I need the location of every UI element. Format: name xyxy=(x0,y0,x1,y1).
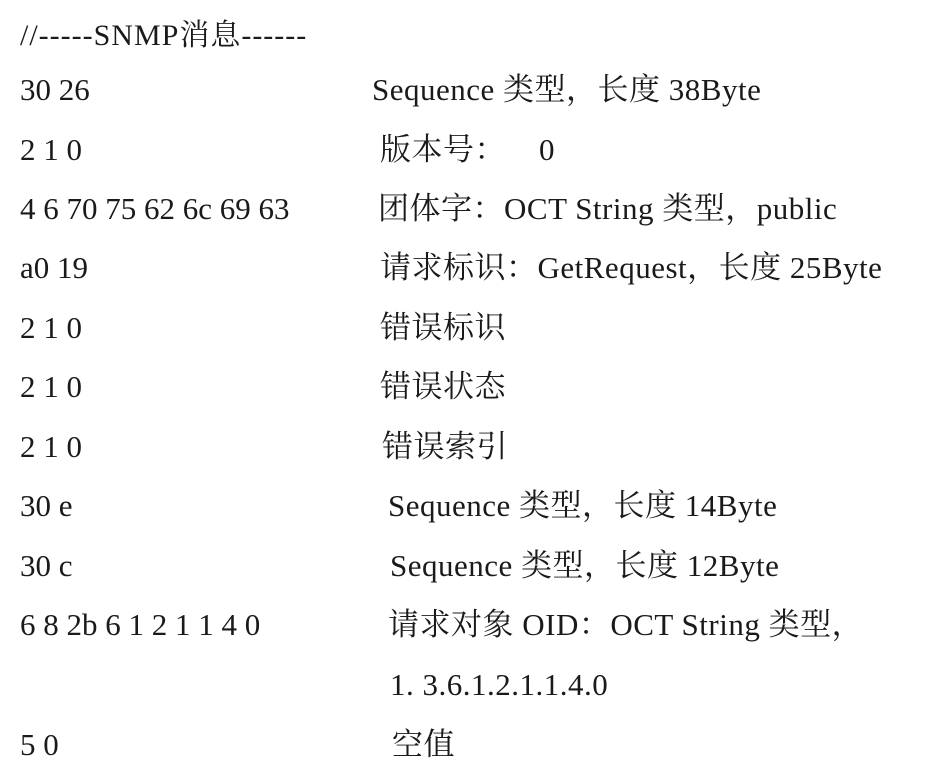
table-row xyxy=(0,248,937,288)
table-row xyxy=(0,308,937,348)
table-row xyxy=(0,546,937,586)
field-description: 错误标识 xyxy=(380,310,506,345)
hex-bytes: 30 c xyxy=(20,548,73,583)
hex-bytes: 6 8 2b 6 1 2 1 1 4 0 xyxy=(20,607,261,642)
table-row xyxy=(0,367,937,407)
table-row-continuation xyxy=(0,665,937,705)
field-description: Sequence 类型，长度 12Byte xyxy=(390,548,780,583)
hex-bytes: 4 6 70 75 62 6c 69 63 xyxy=(20,191,290,226)
table-row xyxy=(0,605,937,645)
field-description: 版本号： 0 xyxy=(380,132,555,167)
hex-bytes: 2 1 0 xyxy=(20,310,82,345)
hex-bytes: a0 19 xyxy=(20,250,89,285)
table-row xyxy=(0,70,937,110)
field-description: 错误状态 xyxy=(380,369,506,404)
table-row xyxy=(0,725,937,765)
field-description: Sequence 类型，长度 38Byte xyxy=(372,72,762,107)
hex-bytes: 2 1 0 xyxy=(20,369,82,404)
field-description: Sequence 类型，长度 14Byte xyxy=(388,488,778,523)
hex-bytes: 30 26 xyxy=(20,72,90,107)
table-row xyxy=(0,427,937,467)
hex-bytes: 30 e xyxy=(20,488,73,523)
hex-bytes: 2 1 0 xyxy=(20,429,82,464)
field-description: 请求对象 OID：OCT String 类型， xyxy=(388,607,864,642)
field-description: 团体字：OCT String 类型，public xyxy=(378,191,838,226)
table-row xyxy=(0,486,937,526)
table-row xyxy=(0,130,937,170)
hex-bytes: 5 0 xyxy=(20,727,59,762)
hex-bytes: 2 1 0 xyxy=(20,132,82,167)
field-description: 错误索引 xyxy=(382,429,508,464)
field-description: 空值 xyxy=(392,727,455,762)
field-description: 请求标识：GetRequest，长度 25Byte xyxy=(380,250,883,285)
field-description: 1. 3.6.1.2.1.1.4.0 xyxy=(390,667,609,702)
section-header: //-----SNMP消息------ xyxy=(20,19,308,52)
table-row xyxy=(0,189,937,229)
